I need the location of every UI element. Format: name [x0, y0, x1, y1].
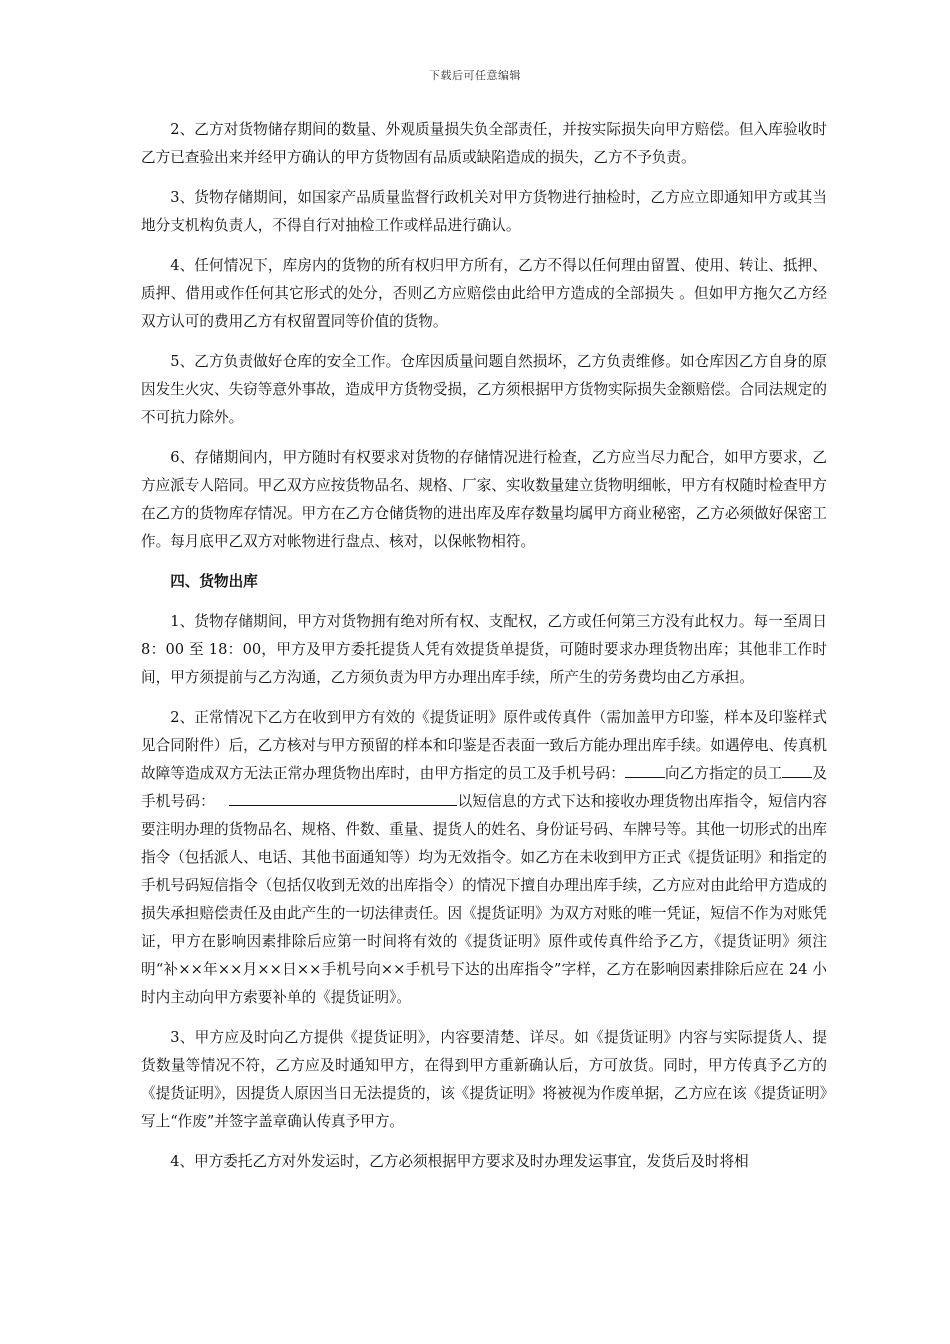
outbound-clause-3: 3、甲方应及时向乙方提供《提货证明》，内容要清楚、详尽。如《提货证明》内容与实际提货人、提货数量等情况不符，乙方应及时通知甲方，在得到甲方重新确认后，方可放货。同时，甲方传真予乙方的《提货证明》，因提货人原因当日无法提货的，该《提货证明》将被视为作废单据，乙方应在该《提货证明》写上“作废”并签字盖章确认传真予甲方。 [141, 1029, 827, 1130]
blank-designated-staff-field [782, 761, 812, 778]
clause-5-safety: 5、乙方负责做好仓库的安全工作。仓库因质量问题自然损坏，乙方负责维修。如仓库因乙方自身的原因发生火灾、失窃等意外事故，造成甲方货物受损，乙方须根据甲方货物实际损失金额赔偿。合同法规定的不可抗力除外。 [141, 353, 827, 426]
outbound-clause-2-part-c: 及手机号码： [141, 765, 827, 810]
clause-3-quality-inspection: 3、货物存储期间，如国家产品质量监督行政机关对甲方货物进行抽检时，乙方应立即通知甲方或其当地分支机构负责人，不得自行对抽检工作或样品进行确认。 [141, 189, 827, 234]
clause-2-storage-loss: 2、乙方对货物储存期间的数量、外观质量损失负全部责任，并按实际损失向甲方赔偿。但入库验收时乙方已查验出来并经甲方确认的甲方货物固有品质或缺陷造成的损失，乙方不予负责。 [141, 121, 827, 166]
outbound-clause-2-part-a: 2、正常情况下乙方在收到甲方有效的《提货证明》原件或传真件（需加盖甲方印鉴，样本及印鉴样式见合同附件）后，乙方核对与甲方预留的样本和印鉴是否表面一致后方能办理出库手续。如遇停电、传真机故障等造成双方无法正常办理货物出库时，由甲方指定的员工及手机号码： [141, 709, 827, 782]
outbound-clause-2 [141, 704, 827, 1012]
clause-6-inspection-rights: 6、存储期间内，甲方随时有权要求对货物的存储情况进行检查，乙方应当尽力配合，如甲方要求，乙方应派专人陪同。甲乙双方应按货物品名、规格、厂家、实收数量建立货物明细帐，甲方有权随时检查甲方在乙方的货物库存情况。甲方在乙方仓储货物的进出库及库存数量均属甲方商业秘密，乙方必须做好保密工作。每月底甲乙双方对帐物进行盘点、核对，以保帐物相符。 [141, 449, 827, 550]
page-header: 下载后可任意编辑 [429, 69, 521, 82]
outbound-clause-2-part-d: 以短信息的方式下达和接收办理货物出库指令，短信内容要注明办理的货物品名、规格、件数、重量、提货人的姓名、身份证号码、车牌号等。其他一切形式的出库指令（包括派人、电话、其他书面通知等）均为无效指令。如乙方在未收到甲方正式《提货证明》和指定的手机号码短信指令（包括仅收到无效的出库指令）的情况下擅自办理出库手续，乙方应对由此给甲方造成的损失承担赔偿责任及由此产生的一切法律责任。因《提货证明》为双方对账的唯一凭证，短信不作为对账凭证，甲方在影响因素排除后应第一时间将有效的《提货证明》原件或传真件给予乙方，《提货证明》须注明“补××年××月××日××手机号向××手机号下达的出库指令”字样，乙方在影响因素排除后应在 24 小时内主动向甲方索要补单的《提货证明》。 [141, 793, 827, 1006]
outbound-clause-4: 4、甲方委托乙方对外发运时，乙方必须根据甲方要求及时办理发运事宜，发货后及时将相 [170, 1153, 749, 1170]
outbound-clause-1: 1、货物存储期间，甲方对货物拥有绝对所有权、支配权，乙方或任何第三方没有此权力。每一至周日 8：00 至 18：00，甲方及甲方委托提货人凭有效提货单提货，可随时要求办理货物出库；其他非工作时间，甲方须提前与乙方沟通，乙方须负责为甲方办理出库手续，所产生的劳务费均由乙方承担。 [141, 613, 827, 686]
outbound-clause-2-part-b: 向乙方指定的员工 [664, 765, 783, 782]
blank-phone-number-field [229, 789, 457, 806]
clause-4-ownership: 4、任何情况下，库房内的货物的所有权归甲方所有，乙方不得以任何理由留置、使用、转让、抵押、质押、借用或作任何其它形式的处分，否则乙方应赔偿由此给甲方造成的全部损失 。但如甲方拖欠乙方经双方认可的费用乙方有权留置同等价值的货物。 [141, 257, 827, 330]
blank-staff-phone-field [625, 761, 665, 778]
document-body [141, 116, 827, 1188]
section-heading-outbound: 四、货物出库 [170, 573, 258, 590]
